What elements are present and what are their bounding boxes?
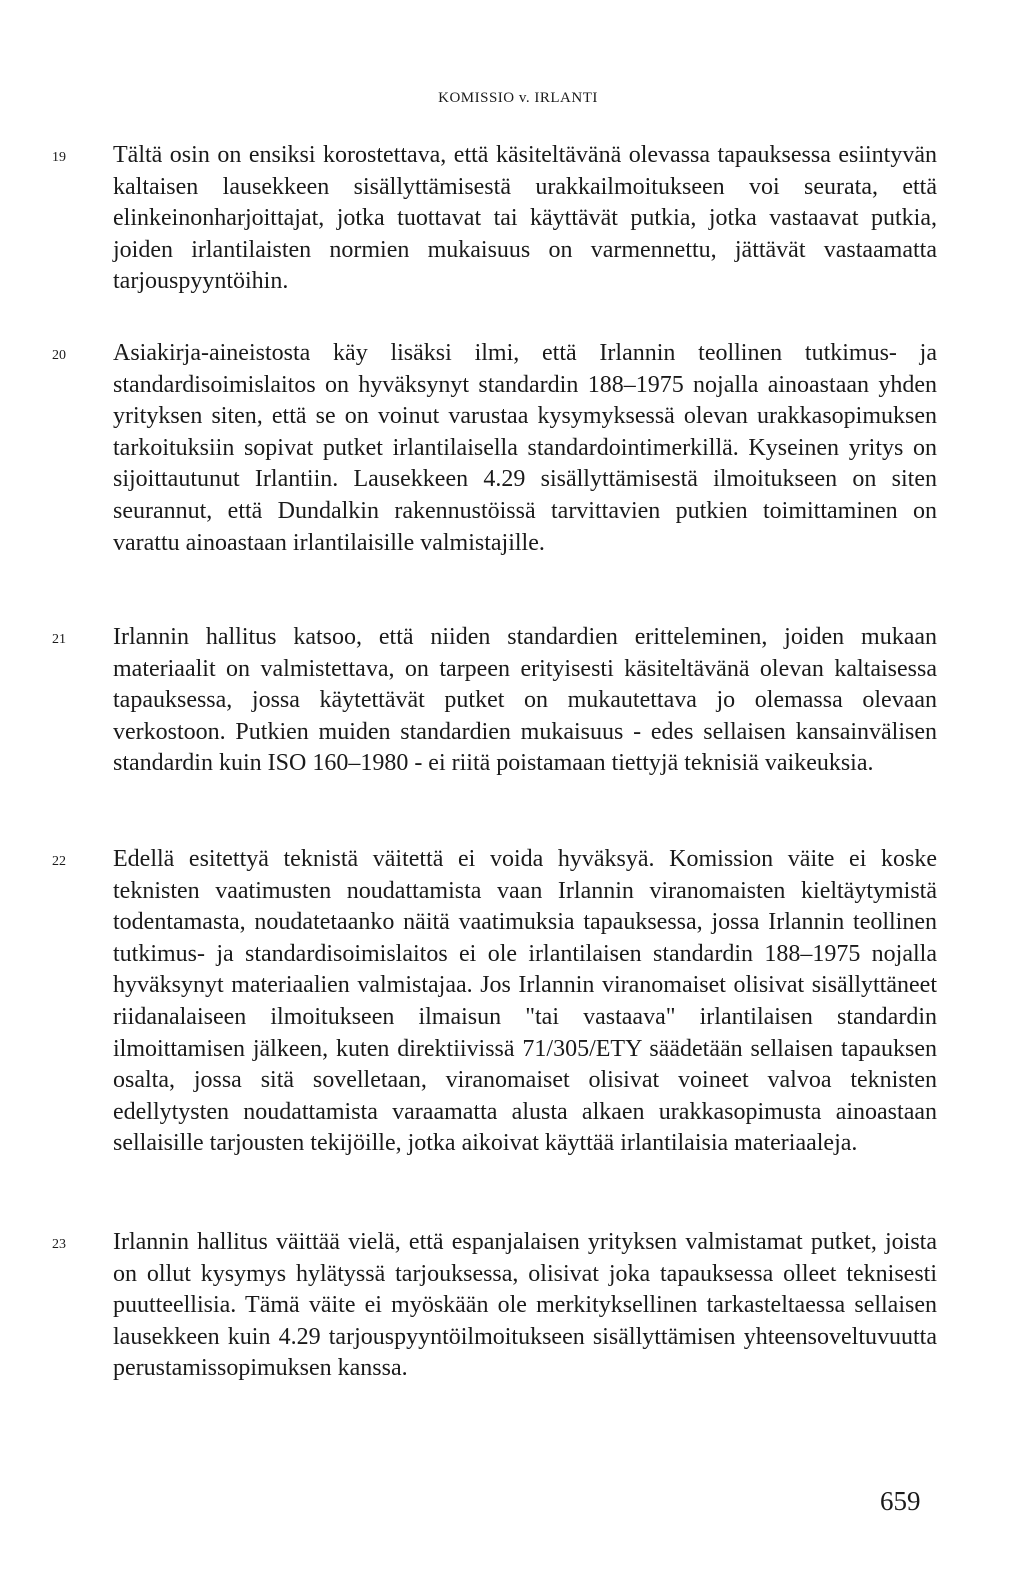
paragraph-text: Tältä osin on ensiksi korostettava, että käsiteltävänä olevassa tapauksessa esiintyvän kaltaisen lausekkeen sisällyttämisestä urakkailmoitukseen voi seurata, että elinkeinonharjoittajat, jotka tuottavat tai käyttävät putkia, jotka vastaavat putkia, joiden irlantilaisten normien mukaisuus on varmennettu, jättävät vastaamatta tarjouspyyntöihin. [113, 142, 937, 295]
page-number: 659 [880, 1486, 921, 1516]
paragraph-number: 19 [52, 150, 66, 165]
paragraph-number: 20 [52, 348, 66, 363]
running-header: KOMISSIO v. IRLANTI [438, 90, 598, 106]
paragraph-number: 23 [52, 1237, 66, 1252]
paragraph-text: Irlannin hallitus väittää vielä, että espanjalaisen yrityksen valmistamat putket, joista on ollut kysymys hylätyssä tarjouksessa, olisivat joka tapauksessa olleet teknisesti puutteellisia. Tämä väite ei myöskään ole merkityksellinen tarkasteltaessa sellaisen lausekkeen kuin 4.29 tarjouspyyntöilmoitukseen sisällyttämisen yhteensoveltuvuutta perustamissopimuksen kanssa. [113, 1229, 937, 1382]
paragraph-text: Edellä esitettyä teknistä väitettä ei voida hyväksyä. Komission väite ei koske teknisten vaatimusten noudattamista vaan Irlannin viranomaisten kieltäytymistä todentamasta, noudatetaanko näitä vaatimuksia tapauksessa, jossa Irlannin teollinen tutkimus- ja standardisoimislaitos ei ole irlantilaisen standardin 188–1975 nojalla hyväksynyt materiaalien valmistajaa. Jos Irlannin viranomaiset olisivat sisällyttäneet riidanalaiseen ilmoitukseen ilmaisun "tai vastaava" irlantilaisen standardin ilmoittamisen jälkeen, kuten direktiivissä 71/305/ETY säädetään sellaisen tapauksen osalta, jossa sitä sovelletaan, viranomaiset olisivat voineet valvoa teknisten edellytysten noudattamista varaamatta alusta alkaen urakkasopimusta ainoastaan sellaisille tarjousten tekijöille, jotka aikoivat käyttää irlantilaisia materiaaleja. [113, 846, 937, 1157]
paragraph-number: 22 [52, 854, 66, 869]
paragraph-number: 21 [52, 632, 66, 647]
paragraph-text: Irlannin hallitus katsoo, että niiden standardien eritteleminen, joiden mukaan materiaalit on valmistettava, on tarpeen erityisesti käsiteltävänä olevan kaltaisessa tapauksessa, jossa käytettävät putket on mukautettava jo olemassa olevaan verkostoon. Putkien muiden standardien mukaisuus - edes sellaisen kansainvälisen standardin kuin ISO 160–1980 - ei riitä poistamaan tiettyjä teknisiä vaikeuksia. [113, 624, 937, 777]
paragraph-text: Asiakirja-aineistosta käy lisäksi ilmi, että Irlannin teollinen tutkimus- ja standardisoimislaitos on hyväksynyt standardin 188–1975 nojalla ainoastaan yhden yrityksen siten, että se on voinut varustaa kysymyksessä olevan urakkasopimuksen tarkoituksiin sopivat putket irlantilaisella standardointimerkillä. Kyseinen yritys on sijoittautunut Irlantiin. Lausekkeen 4.29 sisällyttämisestä ilmoitukseen on siten seurannut, että Dundalkin rakennustöissä tarvittavien putkien toimittaminen on varattu ainoastaan irlantilaisille valmistajille. [113, 340, 937, 556]
